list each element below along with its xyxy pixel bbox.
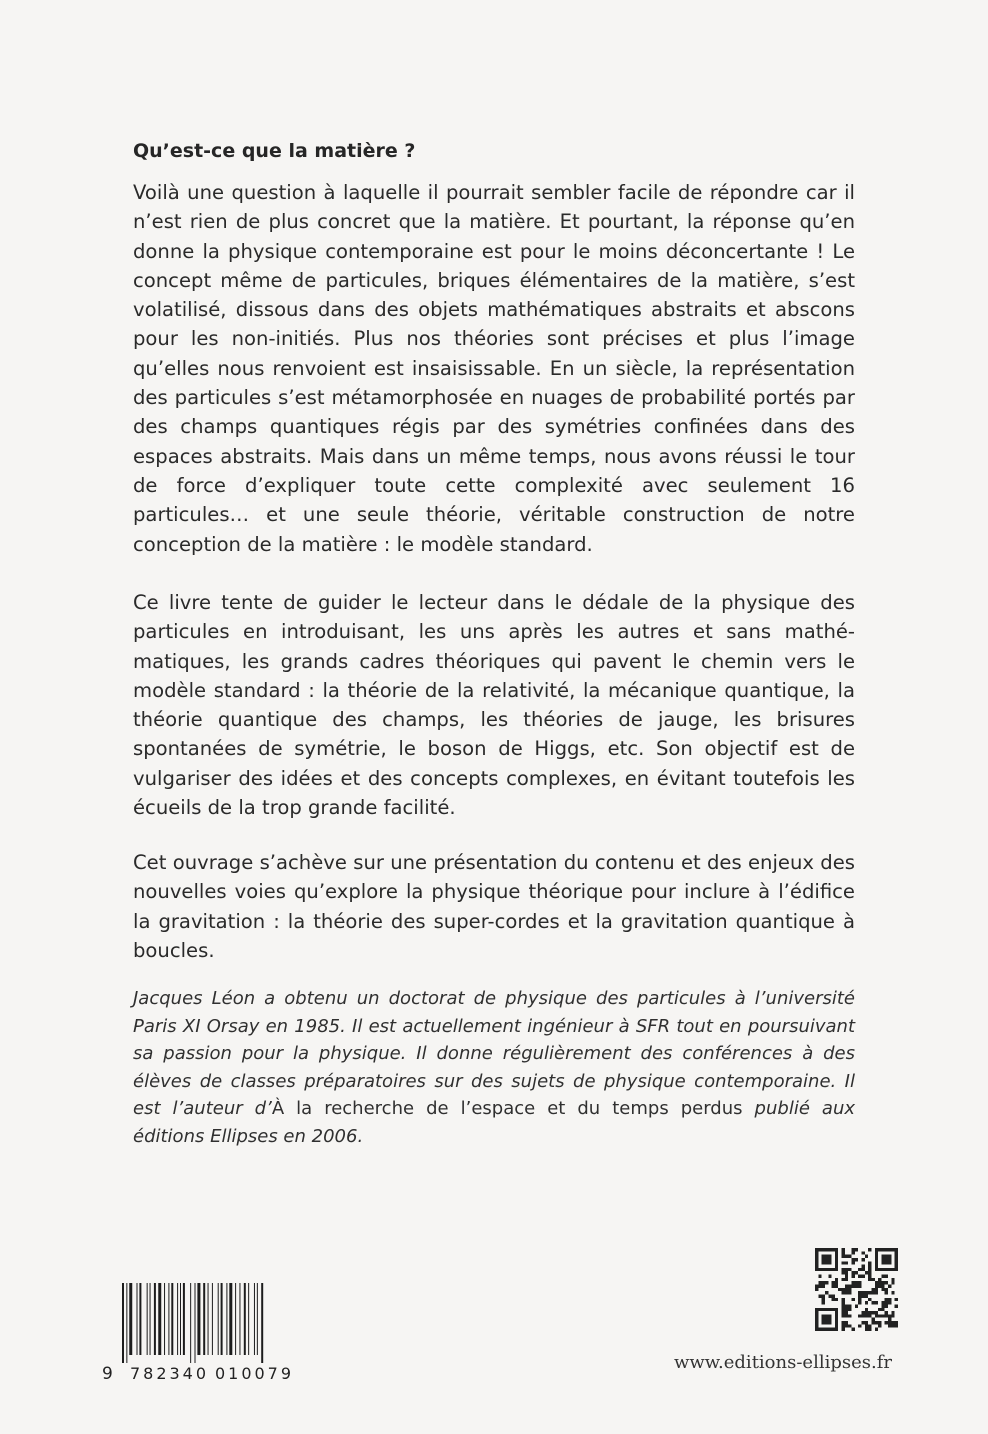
page-title: Qu’est-ce que la matière ? xyxy=(133,140,416,162)
barcode-group-2: 010079 xyxy=(215,1364,291,1383)
paragraph-1: Voilà une question à laquelle il pourrait sembler facile de répondre car il n’est rien de plus concret que la matière. Et pourtant, la réponse qu’en donne la physique contemporaine est pour le moins déconcertante ! Le concept même de particules, briques élémentaires de la matière, s’est volatilisé, dissous dans des objets mathématiques abstraits et abscons pour les non-initiés. Plus nos théories sont précises et plus l’image qu’elles nous renvoient est insaisissable. En un siècle, la représentation des particules s’est métamorphosée en nuages de probabilité portés par des champs quantiques régis par des symétries confinées dans des espaces abstraits. Mais dans un même temps, nous avons réussi le tour de force d’expliquer toute cette complexité avec seulement 16 particules… et une seule théorie, véritable construction de notre conception de la matière : le modèle standard. xyxy=(133,181,855,556)
author-bio-text: Jacques Léon a obtenu un doctorat de physique des particules à l’université Paris XI Orsay en 1985. Il est actuellement ingénieur à SFR tout en poursuivant sa passion pour la physique. Il donne régulièrement des conférences à des élèves de classes préparatoires sur des sujets de physique contemporaine. Il est l’auteur d’ xyxy=(133,988,855,1119)
barcode-icon xyxy=(96,1283,316,1383)
barcode-first-digit: 9 xyxy=(102,1364,113,1383)
author-bio-text-end: publié aux éditions Ellipses en 2006. xyxy=(133,1098,856,1147)
qr-code-icon xyxy=(815,1248,898,1331)
paragraph-2: Ce livre tente de guider le lecteur dans le dédale de la physique des particules en introduisant, les uns après les autres et sans mathématiques, les grands cadres théoriques qui pavent le chemin vers le modèle standard : la théorie de la relativité, la mécanique quantique, la théorie quantique des champs, les théories de jauge, les brisures spontanées de symétrie, le boson de Higgs, etc. Son objectif est de vulgariser des idées et des concepts complexes, en évitant toutefois les écueils de la trop grande facilité. xyxy=(133,591,855,820)
paragraph-3: Cet ouvrage s’achève sur une présentation du contenu et des enjeux des nouvelles voies qu’explore la physique théorique pour inclure à l’édifice la gravitation : la théorie des super-cordes et la gravitation quantique à boucles. xyxy=(133,851,855,962)
book-title-reference: À la recherche de l’espace et du temps perdus xyxy=(271,1098,743,1119)
author-bio xyxy=(133,985,855,1150)
website-url: www.editions-ellipses.fr xyxy=(673,1352,892,1373)
isbn-barcode xyxy=(96,1283,316,1383)
barcode-group-1: 782340 xyxy=(130,1364,206,1383)
